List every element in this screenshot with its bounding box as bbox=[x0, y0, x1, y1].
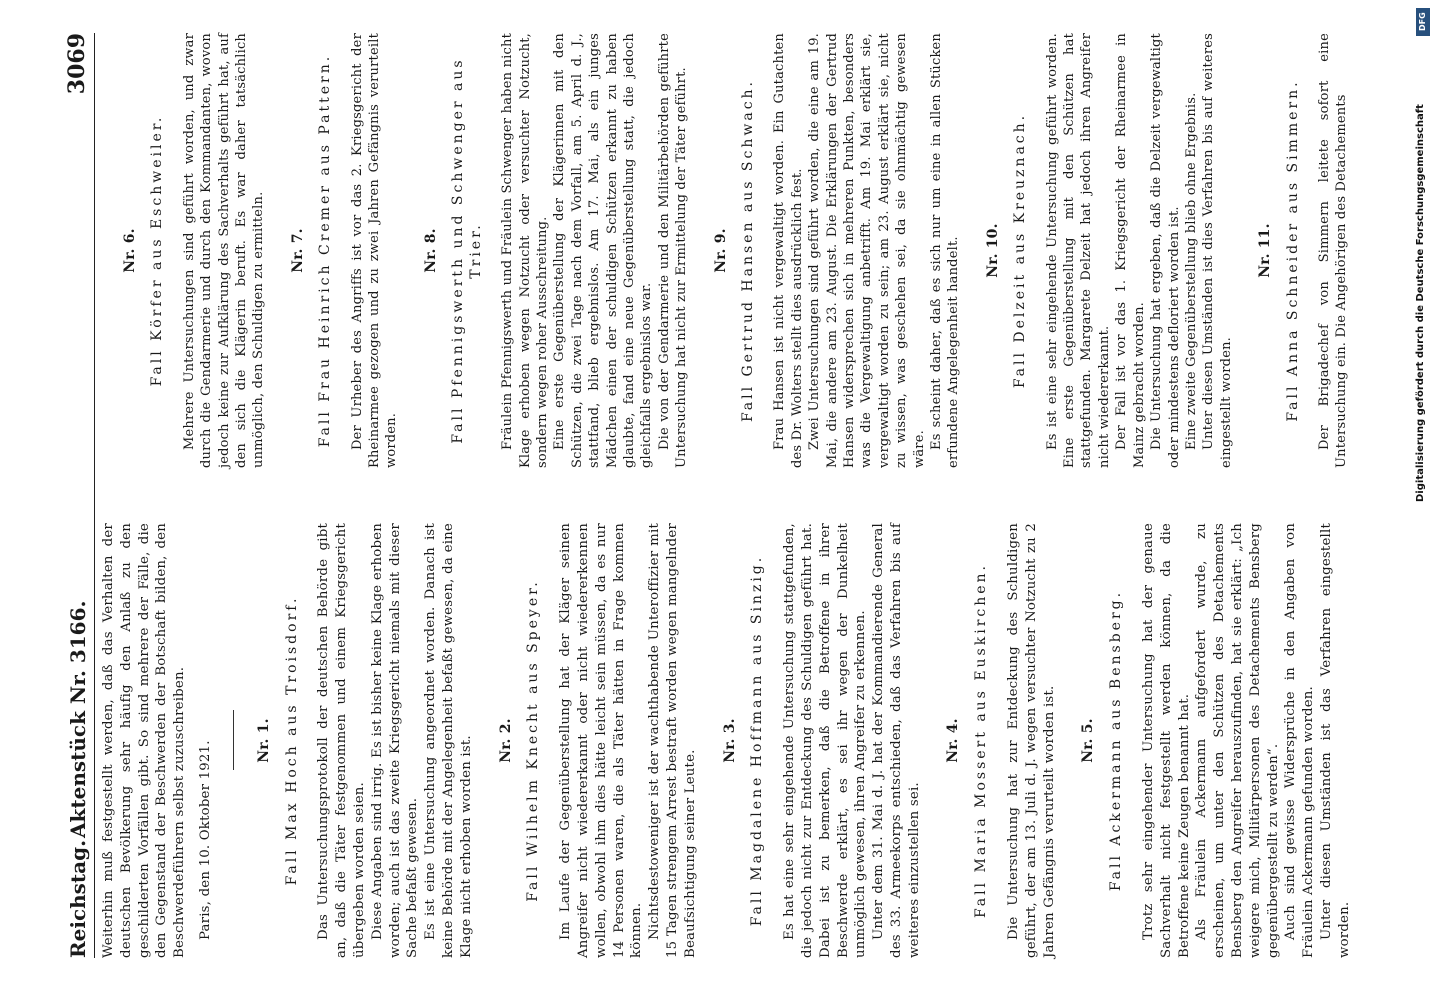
case-number: Nr. 6. bbox=[122, 228, 138, 273]
case-paragraph: Der Fall ist vor das 1. Kriegsgericht der Rheinarmee in Mainz gebracht worden. bbox=[1114, 33, 1147, 468]
dfg-logo: DFG bbox=[1416, 8, 1430, 36]
case-paragraph: Als Fräulein Ackermann aufgefordert wurde, zu erscheinen, um unter den Schützen des Detachements Bensberg den Angreifer herauszufinden, hat sie erklärt: „Ich weigere mich, Militärpersonen des Detachements Bensberg gegenübergestellt zu werden“. bbox=[1194, 523, 1281, 958]
date-line: Paris, den 10. Oktober 1921. bbox=[197, 740, 213, 940]
case-paragraph: Nichtsdestoweniger ist der wachthabende Unteroffizier mit 15 Tagen strengem Arrest bestraft worden wegen mangelnder Beaufsichtigung seiner Leute. bbox=[647, 523, 698, 958]
case-title: Fall Wilhelm Knecht aus Speyer. bbox=[525, 579, 542, 902]
case-paragraph: Diese Angaben sind irrig. Es ist bisher keine Klage erhoben worden; auch ist das zweite Kriegsgericht niemals mit dieser Sache befaßt gewesen. bbox=[369, 523, 421, 958]
case-paragraph: Auch sind gewisse Widersprüche in den Angaben von Fräulein Ackermann gefunden worden. bbox=[1283, 523, 1317, 958]
case-paragraph: Frau Hansen ist nicht vergewaltigt worden. Ein Gutachten des Dr. Wolters stellt dies ausdrücklich fest. bbox=[772, 33, 805, 468]
case-paragraph: Im Laufe der Gegenüberstellung hat der Kläger seinen Angreifer nicht wiedererkannt oder nicht wiedererkennen wollen, obwohl ihm dies hätte leicht sein müssen, da es nur 14 Personen waren, die als Täter hätten in Frage kommen können. bbox=[558, 523, 645, 958]
case-paragraph: Es ist eine Untersuchung angeordnet worden. Danach ist keine Behörde mit der Angelegenheit befaßt gewesen, da eine Klage nicht erhoben worden ist. bbox=[423, 523, 474, 958]
intro-paragraph: Weiterhin muß festgestellt werden, daß das Verhalten der deutschen Bevölkerung sehr häufig den Anlaß zu den geschilderten Vorfällen gibt. So sind mehrere der Fälle, die den Gegenstand der Beschwerden der Botschaft bilden, den Beschwerdeführern selbst zuzuschreiben. bbox=[101, 523, 188, 958]
case-number: Nr. 2. bbox=[497, 718, 514, 763]
case-title: Fall Ackermann aus Bensberg. bbox=[1108, 589, 1125, 892]
case-paragraph: Mehrere Untersuchungen sind geführt worden, und zwar durch die Gendarmerie und durch den Kommandanten, wovon jedoch keine zur Aufklärung des Sachverhalts geführt hat, auf den sich die Klägerin beruft. Es war daher tatsächlich unmöglich, den Schuldigen zu ermitteln. bbox=[181, 33, 267, 468]
right-cases bbox=[122, 33, 1351, 468]
case-number: Nr. 4. bbox=[945, 718, 962, 763]
page-number: 3069 bbox=[64, 33, 90, 95]
case-number: Nr. 8. bbox=[422, 228, 439, 273]
case-paragraph: Es scheint daher, daß es sich nur um eine in allen Stücken erfundene Angelegenheit handelt. bbox=[929, 33, 962, 468]
case-number: Nr. 9. bbox=[712, 228, 729, 273]
header-publication: Reichstag. bbox=[66, 839, 90, 958]
case-paragraph: Zwei Untersuchungen sind geführt worden, die eine am 19. Mai, die andere am 23. August. Die Erklärungen der Gertrud Hansen widersprechen sich in mehreren Punkten, besonders was die Vergewaltigung anbetrifft. Am 19. Mai erklärt sie, vergewaltigt worden zu sein; am 23. August erklärt sie, nicht zu wissen, was geschehen sei, da sie ohnmächtig gewesen wäre. bbox=[807, 33, 927, 468]
case-title: Fall Anna Schneider aus Simmern. bbox=[1284, 79, 1301, 422]
section-divider bbox=[233, 711, 234, 771]
case-title: Fall Delzeit aus Kreuznach. bbox=[1012, 112, 1029, 389]
left-cases bbox=[256, 523, 1354, 958]
case-title: Fall Pfennigswerth und Schwenger aus Trier. bbox=[450, 57, 484, 444]
case-paragraph: Unter dem 31. Mai d. J. hat der Kommandierende General des 33. Armeekorps entschieden, daß das Verfahren bis auf weiteres einzustellen sei. bbox=[871, 523, 922, 958]
case-number: Nr. 10. bbox=[984, 223, 1001, 278]
case-paragraph: Eine erste Gegenüberstellung der Klägerinnen mit den Schützen, die zwei Tage nach dem Vorfall, am 5. April d. J., stattfand, blieb ergebnislos. Am 17. Mai, als ein junges Mädchen einen der schuldigen Schützen erkannt zu haben glaubte, fand eine neue Gegenüberstellung statt, die jedoch gleichfalls ergebnislos war. bbox=[552, 33, 655, 468]
digitization-credit: Digitalisierung gefördert durch die Deutsche Forschungsgemeinschaft bbox=[1415, 104, 1426, 502]
case-paragraph: Die Untersuchung hat zur Entdeckung des Schuldigen geführt, der am 13. Juli d. J. wegen versuchter Notzucht zu 2 Jahren Gefängnis verurteilt worden ist. bbox=[1006, 523, 1057, 958]
case-paragraph: Die von der Gendarmerie und den Militärbehörden geführte Untersuchung hat nicht zur Ermittelung der Täter geführt. bbox=[656, 33, 690, 468]
case-paragraph: Es ist eine sehr eingehende Untersuchung geführt worden. Eine erste Gegenüberstellung mit den Schützen hat stattgefunden. Margarete Delzeit hat jedoch ihren Angreifer nicht wiedererkannt. bbox=[1044, 33, 1112, 468]
right-column bbox=[100, 33, 1351, 468]
case-paragraph: Eine zweite Gegenüberstellung blieb ohne Ergebnis. bbox=[1183, 92, 1199, 450]
case-number: Nr. 5. bbox=[1080, 718, 1097, 763]
case-title: Fall Magdalene Hoffmann aus Sinzig. bbox=[749, 554, 766, 927]
case-paragraph: Unter diesen Umständen ist dies Verfahren bis auf weiteres eingestellt worden. bbox=[1201, 33, 1234, 468]
case-paragraph: Der Brigadechef von Simmern leitete sofort eine Untersuchung ein. Die Angehörigen des Detachements bbox=[1316, 33, 1350, 468]
case-title: Fall Maria Mossert aus Euskirchen. bbox=[973, 562, 990, 919]
case-number: Nr. 1. bbox=[255, 718, 272, 763]
case-paragraph: Es hat eine sehr eingehende Untersuchung stattgefunden, die jedoch nicht zur Entdeckung des Schuldigen geführt hat. Dabei ist zu bemerken, daß die Betroffene in ihrer Beschwerde erklärt, es sei ihr wegen der Dunkelheit unmöglich gewesen, ihren Angreifer zu erkennen. bbox=[782, 523, 869, 958]
case-paragraph: Das Untersuchungsprotokoll der deutschen Behörde gibt an, daß die Täter festgenommen und einem Kriegsgericht übergeben worden seien. bbox=[316, 523, 367, 958]
left-column bbox=[100, 523, 1354, 958]
case-number: Nr. 11. bbox=[1257, 223, 1274, 278]
case-paragraph: Unter diesen Umständen ist das Verfahren eingestellt worden. bbox=[1319, 523, 1352, 958]
case-paragraph: Fräulein Pfennigswerth und Fräulein Schwenger haben nicht Klage erhoben wegen Notzucht oder versuchter Notzucht, sondern wegen roher Ausschreitung. bbox=[500, 33, 550, 468]
case-title: Fall Max Hoch aus Troisdorf. bbox=[283, 595, 300, 886]
case-paragraph: Die Untersuchung hat ergeben, daß die Delzeit vergewaltigt oder mindestens defloriert worden ist. bbox=[1149, 33, 1182, 468]
header-document-number: Aktenstück Nr. 3166. bbox=[66, 600, 90, 838]
dfg-sidebar bbox=[1413, 0, 1434, 1000]
case-title: Fall Frau Heinrich Cremer aus Pattern. bbox=[317, 53, 334, 448]
case-paragraph: Der Urheber des Angriffs ist vor das 2. Kriegsgericht der Rheinarmee gezogen und zu zwei Jahren Gefängnis verurteilt worden. bbox=[349, 33, 400, 468]
case-number: Nr. 3. bbox=[721, 718, 738, 763]
case-title: Fall Gertrud Hansen aus Schwach. bbox=[739, 78, 756, 423]
case-title: Fall Körfer aus Eschweiler. bbox=[149, 114, 166, 387]
case-number: Nr. 7. bbox=[289, 228, 306, 273]
case-paragraph: Trotz sehr eingehender Untersuchung hat der genaue Sachverhalt nicht festgestellt werden können, da die Betroffene keine Zeugen benannt hat. bbox=[1141, 523, 1192, 958]
page-header bbox=[52, 33, 95, 958]
